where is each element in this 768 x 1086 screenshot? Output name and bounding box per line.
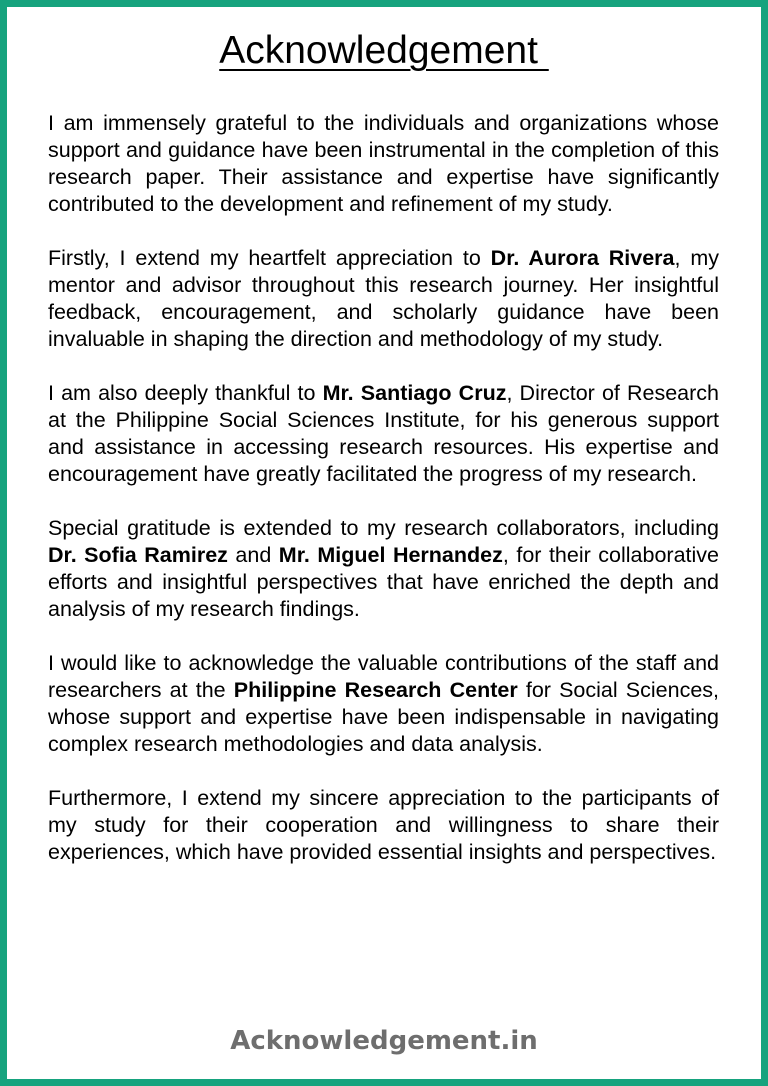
paragraph-text: Special gratitude is extended to my research collaborators, including [48, 516, 719, 540]
document-body [48, 110, 719, 893]
paragraph-director [48, 380, 719, 488]
footer-watermark: Acknowledgement.in [230, 1026, 538, 1056]
person-name-sofia-ramirez: Dr. Sofia Ramirez [48, 543, 228, 567]
paragraph-intro [48, 110, 719, 218]
paragraph-text: I am also deeply thankful to [48, 381, 323, 405]
paragraph-text: Firstly, I extend my heartfelt appreciation to [48, 246, 491, 270]
page-title-text: Acknowledgement [219, 29, 549, 72]
paragraph-collaborators [48, 515, 719, 623]
paragraph-text: I am immensely grateful to the individuals and organizations whose support and guidance have been instrumental in the completion of this research paper. Their assistance and expertise have significantly contributed to the development and refinement of my study. [48, 111, 719, 216]
paragraph-participants [48, 785, 719, 866]
paragraph-text: , Director of Research at the Philippine Social Sciences Institute, for his generous support and assistance in accessing research resources. His expertise and encouragement have greatly facilitated the progress of my research. [48, 381, 720, 486]
paragraph-research-center [48, 650, 719, 758]
paragraph-text: and [227, 543, 279, 567]
paragraph-text: , for their collaborative efforts and insightful perspectives that have enriched the depth and analysis of my research findings. [48, 543, 719, 621]
paragraph-text: for Social Sciences, whose support and expertise have been indispensable in navigating complex research methodologies and data analysis. [48, 678, 719, 756]
organization-name: Philippine Research Center [233, 678, 518, 702]
person-name-santiago-cruz: Mr. Santiago Cruz [322, 381, 507, 405]
person-name-miguel-hernandez: Mr. Miguel Hernandez [278, 543, 503, 567]
paragraph-text: , my mentor and advisor throughout this research journey. Her insightful feedback, encouragement, and scholarly guidance have been invaluable in shaping the direction and methodology of my study. [48, 246, 719, 351]
paragraph-mentor [48, 245, 719, 353]
paragraph-text: I would like to acknowledge the valuable contributions of the staff and researchers at the [48, 651, 719, 702]
person-name-aurora-rivera: Dr. Aurora Rivera [490, 246, 675, 270]
paragraph-text: Furthermore, I extend my sincere appreciation to the participants of my study for their cooperation and willingness to share their experiences, which have provided essential insights and perspectives. [48, 786, 719, 864]
page-title [0, 26, 768, 76]
